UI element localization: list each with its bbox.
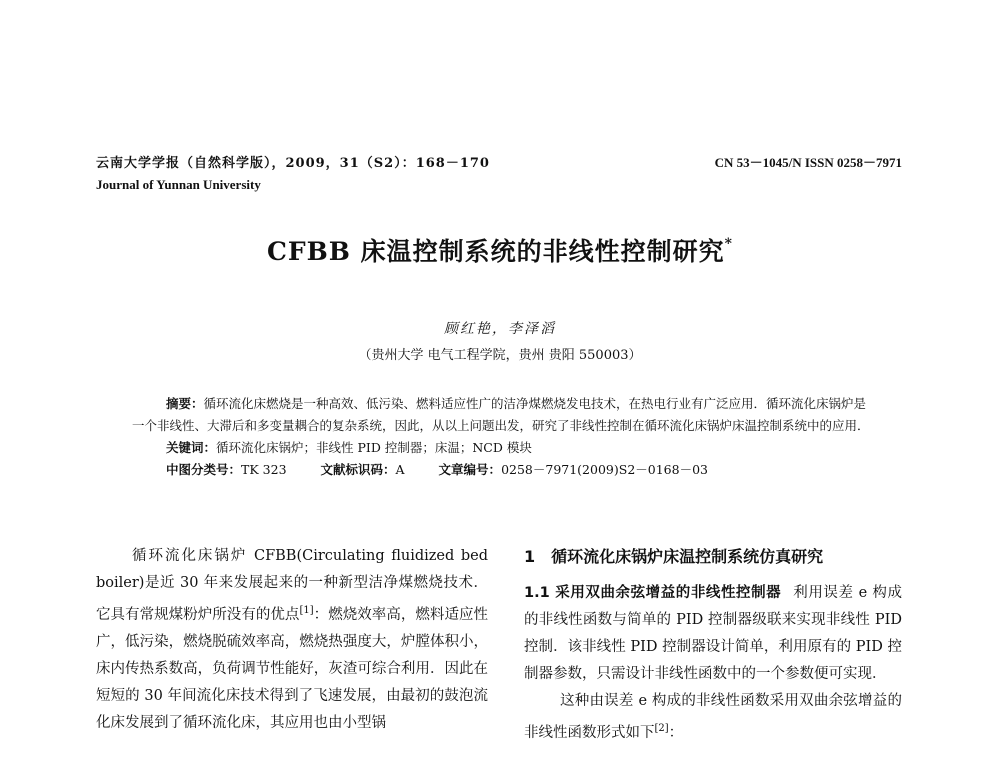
classification-line: [132, 459, 872, 481]
title-footnote-mark: *: [724, 236, 733, 252]
subsection-text: 利用误差 e 构成的非线性函数与简单的 PID 控制器级联来实现非线性 PID 控制．该非线性 PID 控制器设计简单，利用原有的 PID 控制器参数，只需设计非线性函数中的一个参数便可实现．: [524, 585, 902, 682]
clc: [166, 462, 287, 477]
clc-value: TK 323: [241, 462, 287, 477]
abstract-block: [132, 393, 872, 481]
formula-intro-text: 这种由误差 e 构成的非线性函数采用双曲余弦增益的非线性函数形式如下: [524, 693, 902, 741]
intro-paragraph: [96, 543, 488, 737]
article-number-value: 0258－7971(2009)S2－0168－03: [501, 462, 708, 477]
abstract: [132, 393, 872, 437]
section-number: 1: [524, 547, 536, 566]
journal-issn: CN 53－1045/N ISSN 0258－7971: [714, 155, 902, 170]
abstract-text: 循环流化床燃烧是一种高效、低污染、燃料适应性广的洁净煤燃烧发电技术，在热电行业有广泛应用．循环流化床锅炉是一个非线性、大滞后和多变量耦合的复杂系统，因此，从以上问题出发，研究了非线性控制在循环流化床锅炉床温控制系统中的应用．: [132, 396, 870, 433]
journal-name-en: Journal of Yunnan University: [96, 177, 261, 192]
paper-title-text: CFBB 床温控制系统的非线性控制研究: [267, 237, 725, 266]
doc-code: [321, 462, 405, 477]
citation-ref-1[interactable]: [1]: [299, 605, 314, 616]
article-number: [439, 462, 708, 477]
doc-code-label: 文献标识码：: [320, 462, 396, 477]
keywords-label: 关键词：: [166, 440, 217, 455]
doc-code-value: A: [395, 462, 405, 477]
subsection-label: 1.1 采用双曲余弦增益的非线性控制器: [524, 585, 782, 601]
authors: 顾红艳，李泽滔: [444, 321, 556, 337]
citation-ref-2[interactable]: [2]: [654, 723, 669, 734]
clc-label: 中图分类号：: [166, 462, 242, 477]
affiliation: （贵州大学 电气工程学院，贵州 贵阳 550003）: [358, 348, 642, 363]
left-column: [96, 543, 488, 737]
keywords-text: 循环流化床锅炉；非线性 PID 控制器；床温；NCD 模块: [216, 440, 532, 455]
journal-citation-cn: 云南大学学报（自然科学版），2009，31（S2）：168－170: [96, 156, 490, 171]
formula-intro-paragraph: [524, 688, 902, 747]
intro-text-a: 循环流化床锅炉 CFBB(Circulating fluidized bed boiler)是近 30 年来发展起来的一种新型洁净煤燃烧技术．它具有常规煤粉炉所没有的优点: [96, 548, 488, 623]
section-title: 循环流化床锅炉床温控制系统仿真研究: [551, 547, 824, 566]
abstract-label: 摘要：: [166, 396, 204, 411]
intro-text-b: ：燃烧效率高，燃料适应性广，低污染，燃烧脱硫效率高，燃烧热强度大，炉膛体积小，床内传热系数高，负荷调节性能好，灰渣可综合利用．因此在短短的 30 年间流化床技术得到了飞速发展，由最初的鼓泡流化床发展到了循环流化床，其应用也由小型锅: [96, 606, 489, 731]
section-heading: [524, 543, 902, 570]
keywords: [132, 437, 872, 459]
subsection-paragraph: [524, 580, 902, 688]
right-column: [524, 543, 902, 747]
formula-intro-end: ：: [668, 724, 684, 741]
article-number-label: 文章编号：: [438, 462, 502, 477]
paper-title: [0, 232, 1000, 268]
